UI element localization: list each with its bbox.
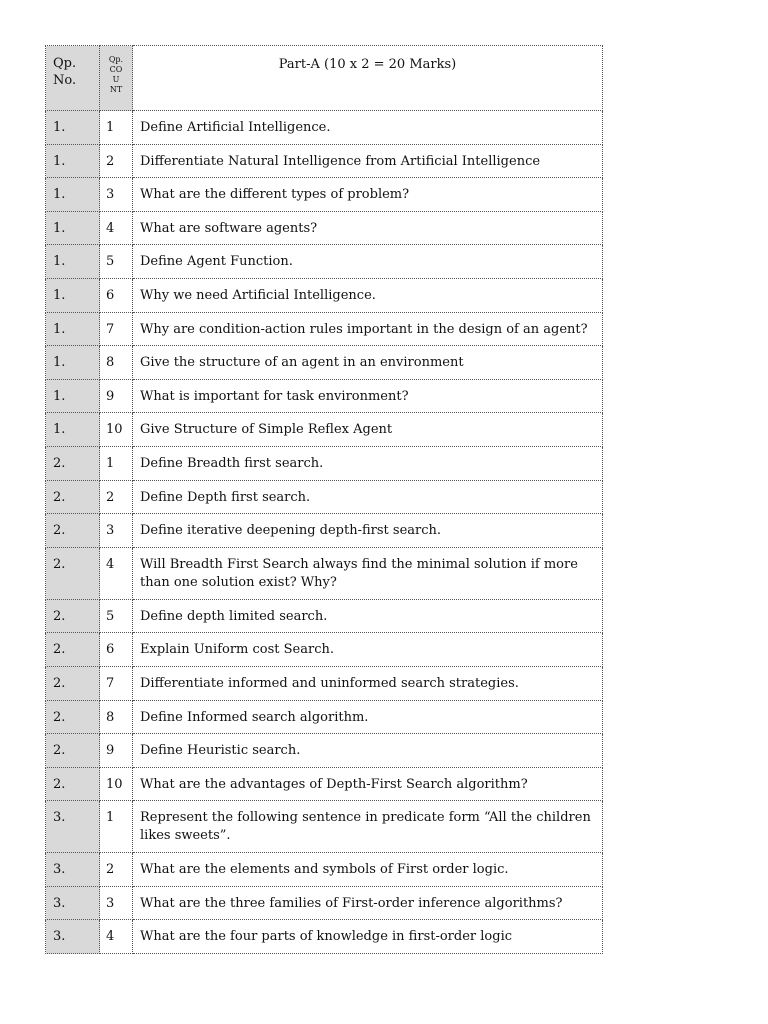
question-cell: Define Agent Function. [133, 245, 603, 279]
table-row [46, 599, 603, 633]
question-cell: Differentiate informed and uninformed search strategies. [133, 666, 603, 700]
table-row [46, 886, 603, 920]
count-cell: 8 [100, 700, 133, 734]
header-qp-count: Qp. CO U NT [100, 46, 133, 111]
table-row [46, 480, 603, 514]
unit-cell: 3. [46, 920, 100, 954]
table-header-row [46, 46, 603, 111]
count-cell: 4 [100, 547, 133, 599]
unit-cell: 2. [46, 480, 100, 514]
question-cell: Define Artificial Intelligence. [133, 111, 603, 145]
question-cell: Give Structure of Simple Reflex Agent [133, 413, 603, 447]
count-cell: 6 [100, 278, 133, 312]
question-cell: What is important for task environment? [133, 379, 603, 413]
unit-cell: 1. [46, 413, 100, 447]
count-cell: 3 [100, 178, 133, 212]
header-qp-no: Qp. No. [46, 46, 100, 111]
table-row [46, 346, 603, 380]
unit-cell: 1. [46, 144, 100, 178]
count-cell: 5 [100, 599, 133, 633]
unit-cell: 2. [46, 446, 100, 480]
unit-cell: 2. [46, 666, 100, 700]
table-row [46, 312, 603, 346]
count-cell: 4 [100, 211, 133, 245]
unit-cell: 2. [46, 599, 100, 633]
table-row [46, 700, 603, 734]
question-cell: Differentiate Natural Intelligence from Artificial Intelligence [133, 144, 603, 178]
unit-cell: 3. [46, 801, 100, 853]
count-cell: 3 [100, 886, 133, 920]
table-row [46, 853, 603, 887]
table-row [46, 211, 603, 245]
table-row [46, 245, 603, 279]
question-cell: Define Informed search algorithm. [133, 700, 603, 734]
question-cell: Define Heuristic search. [133, 734, 603, 768]
table-row [46, 144, 603, 178]
question-cell: Why we need Artificial Intelligence. [133, 278, 603, 312]
question-cell: Define iterative deepening depth-first search. [133, 514, 603, 548]
question-cell: What are the advantages of Depth-First Search algorithm? [133, 767, 603, 801]
table-row [46, 547, 603, 599]
table-row [46, 920, 603, 954]
question-cell: What are the four parts of knowledge in first-order logic [133, 920, 603, 954]
count-cell: 10 [100, 767, 133, 801]
count-cell: 9 [100, 734, 133, 768]
table-row [46, 514, 603, 548]
question-cell: Explain Uniform cost Search. [133, 633, 603, 667]
question-cell: Represent the following sentence in predicate form “All the children likes sweets”. [133, 801, 603, 853]
unit-cell: 1. [46, 346, 100, 380]
count-cell: 2 [100, 480, 133, 514]
table-row [46, 446, 603, 480]
count-cell: 3 [100, 514, 133, 548]
question-cell: What are the three families of First-order inference algorithms? [133, 886, 603, 920]
unit-cell: 1. [46, 312, 100, 346]
count-cell: 2 [100, 853, 133, 887]
count-cell: 5 [100, 245, 133, 279]
questions-body [46, 111, 603, 954]
table-row [46, 111, 603, 145]
count-cell: 6 [100, 633, 133, 667]
unit-cell: 3. [46, 886, 100, 920]
count-cell: 1 [100, 111, 133, 145]
count-cell: 7 [100, 312, 133, 346]
table-row [46, 379, 603, 413]
count-cell: 4 [100, 920, 133, 954]
unit-cell: 1. [46, 111, 100, 145]
table-row [46, 633, 603, 667]
table-row [46, 801, 603, 853]
table-row [46, 767, 603, 801]
count-cell: 1 [100, 446, 133, 480]
question-cell: Define Breadth first search. [133, 446, 603, 480]
unit-cell: 2. [46, 547, 100, 599]
count-cell: 2 [100, 144, 133, 178]
unit-cell: 2. [46, 633, 100, 667]
unit-cell: 1. [46, 278, 100, 312]
unit-cell: 2. [46, 700, 100, 734]
unit-cell: 2. [46, 514, 100, 548]
header-part-title: Part-A (10 x 2 = 20 Marks) [133, 46, 603, 111]
count-cell: 10 [100, 413, 133, 447]
table-row [46, 666, 603, 700]
count-cell: 1 [100, 801, 133, 853]
count-cell: 8 [100, 346, 133, 380]
question-paper [45, 45, 602, 954]
unit-cell: 1. [46, 178, 100, 212]
table-row [46, 734, 603, 768]
unit-cell: 1. [46, 245, 100, 279]
question-cell: What are software agents? [133, 211, 603, 245]
table-row [46, 413, 603, 447]
unit-cell: 1. [46, 211, 100, 245]
question-cell: Why are condition-action rules important in the design of an agent? [133, 312, 603, 346]
question-cell: Define depth limited search. [133, 599, 603, 633]
question-cell: Give the structure of an agent in an environment [133, 346, 603, 380]
unit-cell: 3. [46, 853, 100, 887]
table-row [46, 178, 603, 212]
unit-cell: 2. [46, 767, 100, 801]
question-cell: Define Depth first search. [133, 480, 603, 514]
unit-cell: 1. [46, 379, 100, 413]
count-cell: 7 [100, 666, 133, 700]
question-cell: Will Breadth First Search always find the minimal solution if more than one solution exist? Why? [133, 547, 603, 599]
count-cell: 9 [100, 379, 133, 413]
question-cell: What are the elements and symbols of First order logic. [133, 853, 603, 887]
questions-table [45, 45, 603, 954]
table-row [46, 278, 603, 312]
question-cell: What are the different types of problem? [133, 178, 603, 212]
unit-cell: 2. [46, 734, 100, 768]
